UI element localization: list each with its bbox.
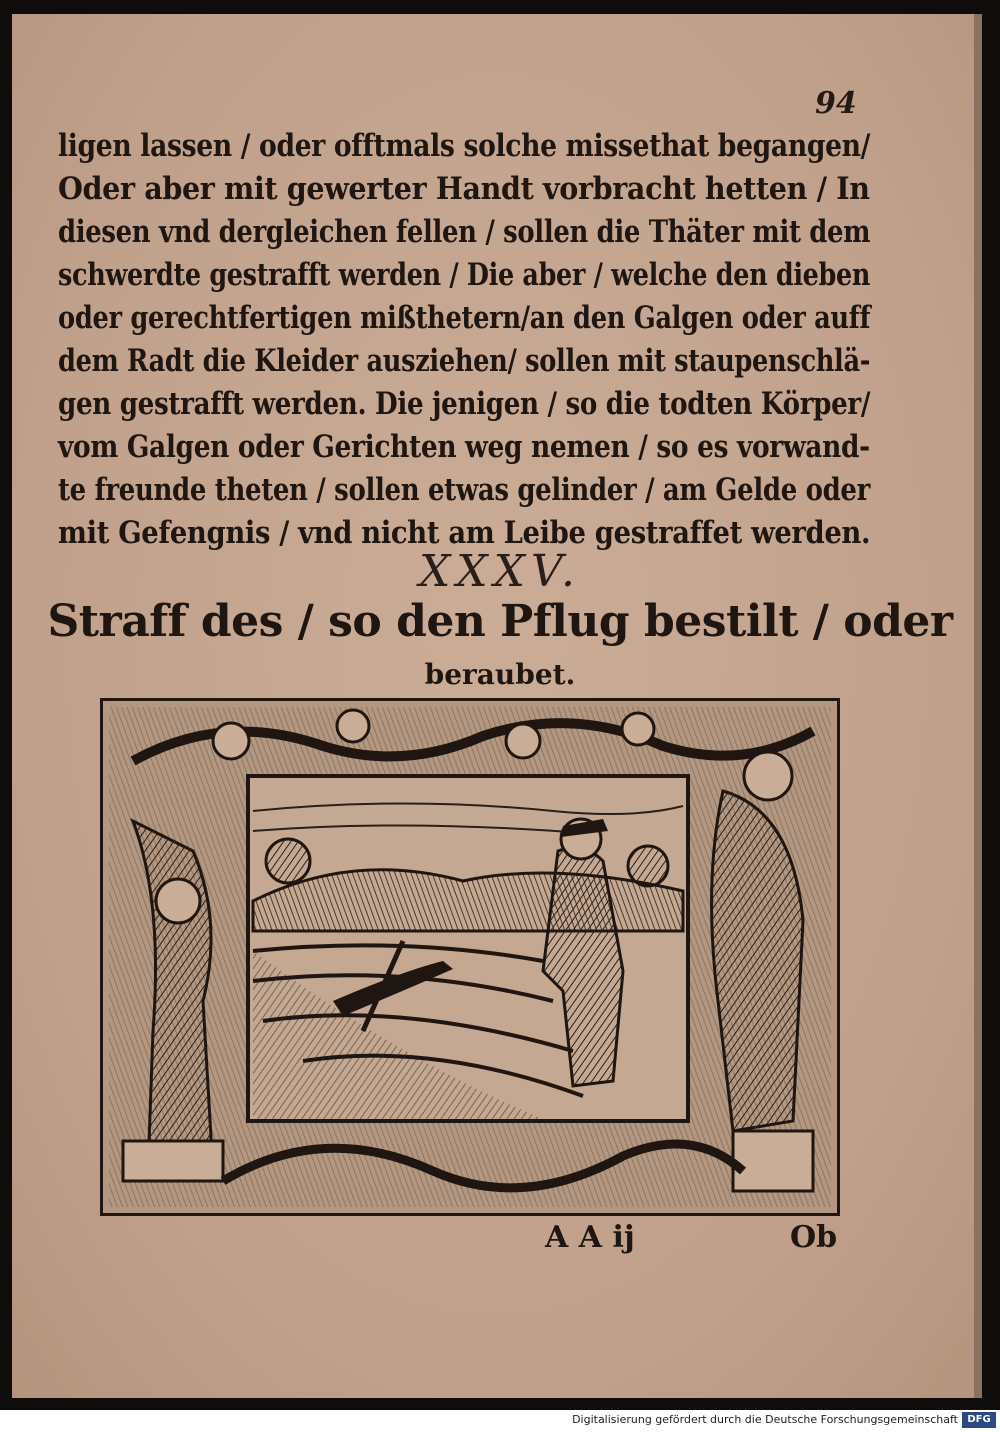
body-line-4: schwerdte gestrafft werden / Die aber / welche den dieben xyxy=(58,257,871,293)
woodcut-illustration xyxy=(100,698,840,1216)
footer-bar xyxy=(0,1410,1000,1432)
catchword: Ob xyxy=(790,1220,838,1255)
body-line-5: oder gerechtfertigen mißthetern/an den Galgen oder auff xyxy=(58,300,871,336)
page-edge xyxy=(974,14,982,1398)
dfg-logo-icon: DFG xyxy=(962,1412,996,1428)
body-line-7: gen gestrafft werden. Die jenigen / so die todten Körper/ xyxy=(58,386,871,422)
funding-credit: Digitalisierung gefördert durch die Deutsche Forschungsgemeinschaft xyxy=(572,1413,958,1426)
body-line-8: vom Galgen oder Gerichten weg nemen / so es vorwand- xyxy=(58,429,870,465)
body-line-3: diesen vnd dergleichen fellen / sollen die Thäter mit dem xyxy=(58,214,871,250)
body-line-1: ligen lassen / oder offtmals solche missethat begangen/ xyxy=(58,128,871,164)
body-line-9: te freunde theten / sollen etwas gelinder / am Gelde oder xyxy=(58,472,870,508)
body-line-6: dem Radt die Kleider ausziehen/ sollen mit staupenschlä- xyxy=(58,343,871,379)
chapter-heading: Straff des / so den Pflug bestilt / oder xyxy=(47,596,953,647)
chapter-subheading: beraubet. xyxy=(424,658,576,691)
chapter-number: XXXV. xyxy=(418,546,582,597)
body-line-2: Oder aber mit gewerter Handt vorbracht hetten / In xyxy=(58,171,870,207)
woodcut-image xyxy=(103,701,837,1213)
signature-mark: A A ij xyxy=(545,1220,635,1255)
page-number: 94 xyxy=(815,86,857,121)
body-line-10: mit Gefengnis / vnd nicht am Leibe gestraffet werden. xyxy=(58,515,871,551)
